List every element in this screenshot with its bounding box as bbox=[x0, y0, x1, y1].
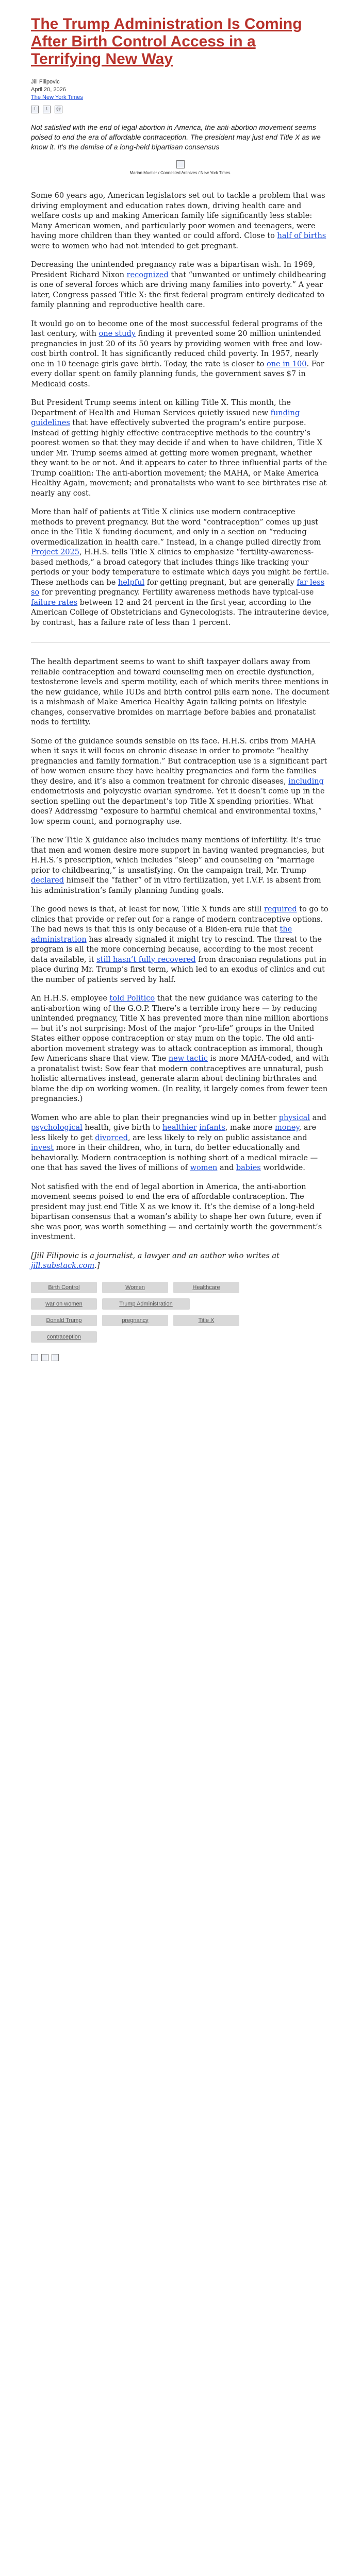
tag-row bbox=[31, 1331, 97, 1343]
paragraph: More than half of patients at Title X clinics use modern contraceptive methods to prevent pregnancy. But the word “contraception” comes up just once in the Title X funding document, and only in a section on “reducing overmedicalization in health care.” Instead, in a change pulled directly from Project 2025, H.H.S. tells Title X clinics to emphasize “fertility-awareness-based methods,” a broad category that includes things like tracking your periods or your body temperature to estimate which days you might be fertile. These methods can be helpful for getting pregnant, but are generally far less so for preventing pregnancy. Fertility awareness methods have typical-use failure rates between 12 and 24 percent in the first year, according to the American College of Obstetricians and Gynecologists. The intrauterine device, by contrast, has a failure rate of less than 1 percent. bbox=[31, 508, 330, 627]
date: April 20, 2026 bbox=[31, 87, 66, 93]
photo-caption: Marian Mueller / Connected Archives / New York Times. bbox=[129, 171, 232, 175]
broken-image-icon bbox=[176, 160, 185, 168]
paragraph: Women who are able to plan their pregnancies wind up in better physical and psychological health, give birth to healthier infants, make more money, are less likely to get divorced, are less likely to rely on public assistance and invest more in their children, who, in turn, do better educationally and behaviorally. Modern contraception is nothing short of a medical miracle — one that has saved the lives of millions of women and babies worldwide. bbox=[31, 1113, 326, 1172]
tag-list bbox=[31, 1282, 248, 1343]
article-dek: Not satisfied with the end of legal abortion in America, the anti-abortion movement seems poised to end the era of affordable contraception. The president may just end Title X as we know it. It's the demise of a long-held bipartisan consensus bbox=[31, 123, 321, 151]
tag-chip[interactable]: Title X bbox=[173, 1315, 239, 1326]
tag-chip[interactable]: Donald Trump bbox=[31, 1315, 97, 1326]
inline-link[interactable]: invest bbox=[31, 1144, 54, 1152]
article-photo bbox=[31, 160, 330, 176]
share-icons bbox=[31, 106, 330, 113]
inline-link[interactable]: funding guidelines bbox=[31, 409, 300, 427]
inline-link[interactable]: required bbox=[264, 905, 297, 913]
paragraph: The good news is that, at least for now, Title X funds are still required to go to clinics that provide or refer out for a range of modern contraceptive options. The bad news is that this is only because of a Biden-era rule that the administration has already signaled it might try to rescind. The threat to the program is all the more concerning because, according to the most recent data available, it still hasn’t fully recovered from draconian regulations put in place during Mr. Trump’s first term, which led to an exodus of clinics and cut the number of patients served by half. bbox=[31, 905, 329, 984]
email-icon[interactable] bbox=[52, 1354, 59, 1361]
author-bio: [Jill Filipovic is a journalist, a lawyer and an author who writes at jill.substack.com.] bbox=[31, 1251, 280, 1270]
inline-link[interactable]: the administration bbox=[31, 925, 292, 944]
inline-link[interactable]: half of births bbox=[277, 232, 326, 240]
inline-link[interactable]: helpful bbox=[118, 578, 145, 587]
inline-link[interactable]: far less so bbox=[31, 578, 325, 597]
paragraph: It would go on to become one of the most successful federal programs of the last century, with one study finding it prevented some 20 million unintended pregnancies in just 20 of its 50 years by providing women with free and low-cost birth control. It has significantly reduced child poverty. In 1957, nearly one in 10 teenage girls gave birth. Today, the rate is closer to one in 100. For every dollar spent on family planning funds, the government saves $7 in Medicaid costs. bbox=[31, 319, 324, 388]
inline-link[interactable]: Project 2025 bbox=[31, 548, 79, 556]
tag-chip[interactable]: war on women bbox=[31, 1298, 97, 1310]
inline-link[interactable]: women bbox=[190, 1164, 218, 1172]
tag-chip[interactable]: Trump Administration bbox=[102, 1298, 190, 1310]
facebook-icon[interactable] bbox=[31, 1354, 38, 1361]
tag-row bbox=[31, 1298, 190, 1310]
inline-link[interactable]: failure rates bbox=[31, 598, 78, 607]
inline-link[interactable]: money bbox=[275, 1124, 299, 1132]
inline-link[interactable]: declared bbox=[31, 876, 64, 885]
section-divider bbox=[31, 642, 330, 657]
inline-link[interactable]: psychological bbox=[31, 1124, 83, 1132]
inline-link[interactable]: including bbox=[288, 777, 324, 786]
paragraph: The health department seems to want to shift taxpayer dollars away from reliable contraception and toward counseling men on erectile dysfunction, testosterone levels and sperm motility, each of which merits three mentions in the new guidance, while IUDs and birth control pills earn none. The document is a mishmash of Make America Healthy Again talking points on lifestyle changes, conservative bromides on marriage before babies and pronatalist nods to fertility. bbox=[31, 658, 330, 726]
email-icon[interactable]: @ bbox=[55, 106, 62, 113]
inline-link[interactable]: still hasn’t fully recovered bbox=[96, 955, 196, 964]
article-container bbox=[31, 15, 330, 1361]
inline-link[interactable]: new tactic bbox=[168, 1055, 208, 1063]
inline-link[interactable]: told Politico bbox=[109, 994, 155, 1003]
inline-link[interactable]: one in 100 bbox=[266, 360, 307, 368]
inline-link[interactable]: babies bbox=[236, 1164, 261, 1172]
paragraph: But President Trump seems intent on killing Title X. This month, the Department of Health and Human Services quietly issued new funding guidelines that have effectively subverted the program’s entire purpose. Instead of getting highly effective contraceptive methods to the country’s poorest women so that they may decide if and when to have children, Title X under Mr. Trump seems aimed at getting more women pregnant, whether they want to be or not. And it appears to cater to three influential parts of the Trump coalition: The anti-abortion movement; the MAHA, or Make America Healthy Again, movement; and pronatalists who want to see birthrates rise at nearly any cost. bbox=[31, 399, 327, 498]
article-body bbox=[31, 191, 330, 1243]
tag-chip[interactable]: contraception bbox=[31, 1331, 97, 1343]
paragraph: Some 60 years ago, American legislators set out to tackle a problem that was driving employment and education rates down, driving health care and welfare costs up and making American family life significantly less stable: Many American women, and particularly poor women and teenagers, were having more children than they wanted or could afford. Close to half of births were to women who had not intended to get pregnant. bbox=[31, 192, 326, 250]
tag-chip[interactable]: Birth Control bbox=[31, 1282, 97, 1293]
paragraph: An H.H.S. employee told Politico that the new guidance was catering to the anti-abortion wing of the G.O.P. There’s a terrible irony here — by reducing unintended pregnancy, Title X has prevented more than nine million abortions — but it’s not surprising: Most of the major “pro-life” groups in the United States either oppose contraception or stay mum on the topic. The old anti-abortion movement strategy was to attack contraception as immoral, though few Americans share that view. The new tactic is more MAHA-coded, and with a pronatalist twist: Sow fear that modern contraceptives are unnatural, push holistic alternatives instead, generate alarm about declining birthrates and blame the dip on working women. (In reality, it largely comes from fewer teen pregnancies.) bbox=[31, 994, 329, 1103]
source-link[interactable]: The New York Times bbox=[31, 94, 83, 100]
tag-chip[interactable]: Healthcare bbox=[173, 1282, 239, 1293]
tag-row bbox=[31, 1282, 239, 1293]
tag-chip[interactable]: pregnancy bbox=[102, 1315, 168, 1326]
inline-link[interactable]: physical bbox=[278, 1113, 310, 1122]
paragraph: Not satisfied with the end of legal abortion in America, the anti-abortion movement seems poised to end the era of affordable contraception. The president may just end Title X as we know it. It’s the demise of a long-held bipartisan consensus that a woman’s ability to shape her own future, even if she was poor, was worth something — and certainly worth the government’s investment. bbox=[31, 1182, 322, 1241]
inline-link[interactable]: divorced bbox=[95, 1133, 128, 1142]
inline-link[interactable]: jill.substack.com bbox=[31, 1262, 95, 1270]
social-share-bottom bbox=[31, 1354, 330, 1361]
inline-link[interactable]: healthier bbox=[162, 1124, 197, 1132]
article-title[interactable]: The Trump Administration Is Coming After Birth Control Access in a Terrifying New Way bbox=[31, 15, 302, 67]
tag-row bbox=[31, 1315, 239, 1326]
twitter-icon[interactable] bbox=[41, 1354, 48, 1361]
inline-link[interactable]: one study bbox=[99, 330, 136, 338]
paragraph: The new Title X guidance also includes many mentions of infertility. It’s true that men and women desire more support in having wanted pregnancies, but H.H.S.’s prescription, which includes “sleep” and counseling on “marriage prior to childbearing,” is unsatisfying. On the campaign trail, Mr. Trump declared himself the “father” of in vitro fertilization, yet I.V.F. is absent from his administration’s family planning funding goals. bbox=[31, 836, 325, 895]
twitter-icon[interactable]: t bbox=[43, 106, 51, 113]
inline-link[interactable]: infants bbox=[199, 1124, 225, 1132]
paragraph: Some of the guidance sounds sensible on its face. H.H.S. cribs from MAHA when it says it will focus on chronic disease in order to promote “healthy pregnancies and family formation.” But contraception use is a significant part of how women ensure they have healthy pregnancies and form the families they desire, and it’s also a common treatment for chronic diseases, including endometriosis and polycystic ovarian syndrome. Yet it doesn’t come up in the section spelling out the department’s top Title X spending priorities. What does? Addressing “exposure to harmful chemical and environmental toxins,” low sperm count, and pornography use. bbox=[31, 737, 327, 826]
article-meta bbox=[31, 78, 330, 101]
author: Jill Filipovic bbox=[31, 79, 60, 85]
tag-chip[interactable]: Women bbox=[102, 1282, 168, 1293]
facebook-icon[interactable]: f bbox=[31, 106, 39, 113]
paragraph: Decreasing the unintended pregnancy rate was a bipartisan wish. In 1969, President Richard Nixon recognized that “unwanted or untimely childbearing is one of several forces which are driving many families into poverty.” A year later, Congress passed Title X: the first federal program entirely dedicated to family planning and reproductive health care. bbox=[31, 261, 326, 309]
author-note bbox=[31, 1251, 330, 1272]
inline-link[interactable]: recognized bbox=[126, 270, 169, 279]
